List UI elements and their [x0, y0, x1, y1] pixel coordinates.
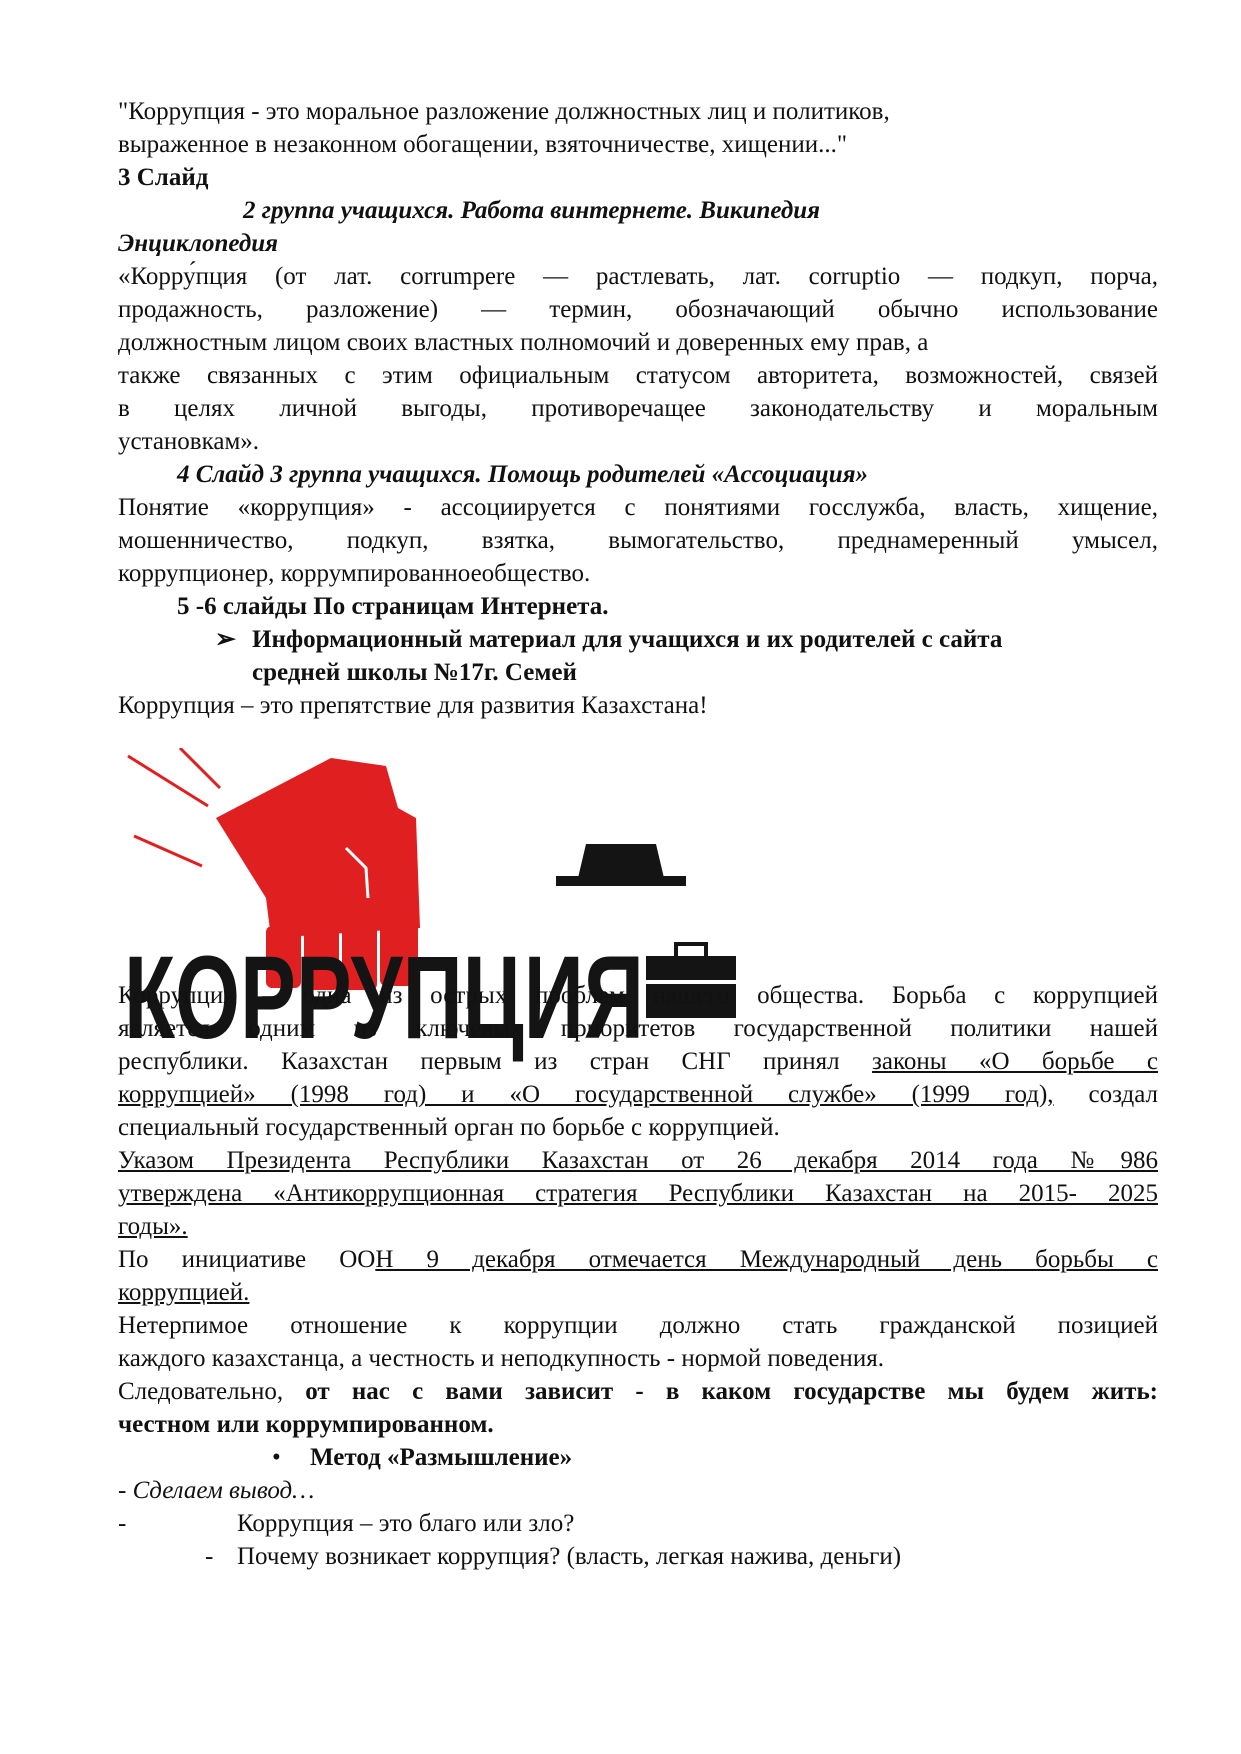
quote-line-1: "Коррупция - это моральное разложение должностных лиц и политиков,: [118, 98, 890, 125]
slide3-heading: 3 Слайд: [118, 164, 209, 191]
un-line-2[interactable]: коррупцией.: [118, 1279, 250, 1306]
p1-line-3-text: республики. Казахстан первым из стран СНГ принял: [118, 1048, 873, 1075]
definition-line-3: должностным лицом своих властных полномочий и доверенных ему прав, а: [118, 329, 929, 356]
definition-line-4: также связанных с этим официальным статусом авторитета, возможностей, связей: [118, 362, 1158, 389]
conclusion-line-1: [118, 1375, 1158, 1408]
question-2-dash: -: [205, 1543, 214, 1570]
p1-line-1: Коррупция – одна из острых проблем нашего общества. Борьба с коррупцией: [118, 982, 1158, 1009]
definition-line-6: установкам».: [118, 428, 260, 455]
question-1: Коррупция – это благо или зло?: [237, 1510, 575, 1537]
method-title: Метод «Размышление»: [310, 1444, 573, 1471]
question-2: Почему возникает коррупция? (власть, легкая нажива, деньги): [237, 1543, 902, 1570]
slide4-title: 3 группа учащихся. Помощь родителей «Ассоциация»: [264, 461, 869, 488]
assoc-line-1: Понятие «коррупция» - ассоциируется с понятиями госслужба, власть, хищение,: [118, 494, 1158, 521]
slide4-number: 4 Слайд: [177, 461, 265, 488]
definition-line-1: «Корру́пция (от лат. corrumpere — растлевать, лат. corruptio — подкуп, порча,: [118, 263, 1158, 290]
p1-line-5: специальный государственный орган по борьбе с коррупцией.: [118, 1114, 780, 1141]
conclusion-pre: Следовательно,: [118, 1378, 306, 1405]
bullet-dot-icon: •: [272, 1444, 281, 1471]
laws-link-cont[interactable]: коррупцией» (1998 год) и «О государственной службе» (1999 год),: [118, 1081, 1054, 1108]
p1-line-3: [118, 1045, 1158, 1078]
decree-line-3[interactable]: годы».: [118, 1213, 188, 1240]
laws-link[interactable]: законы «О борьбе с: [872, 1048, 1158, 1075]
slide3-group: 2 группа учащихся. Работа винтернете. Википедия: [243, 197, 821, 224]
un-line-1-text: По инициативе ОО: [118, 1246, 376, 1273]
p1-line-2: является одним из ключевых приоритетов государственной политики нашей: [118, 1015, 1158, 1042]
conclusion-line-2: честном или коррумпированном.: [118, 1411, 494, 1438]
quote-line-2: выраженное в незаконном обогащении, взяточничестве, хищении...": [118, 131, 848, 158]
slide56-heading: 5 -6 слайды По страницам Интернета.: [177, 593, 609, 620]
p1-line-4-text: создал: [1053, 1081, 1159, 1108]
intolerance-line-2: каждого казахстанца, а честность и неподкупность - нормой поведения.: [118, 1345, 884, 1372]
decree-line-1[interactable]: Указом Президента Республики Казахстан от 26 декабря 2014 года №986: [118, 1147, 1158, 1174]
assoc-line-2: мошенничество, подкуп, взятка, вымогательство, преднамеренный умысел,: [118, 527, 1158, 554]
conclusion-bold-1: от нас с вами зависит - в каком государстве мы будем жить:: [305, 1378, 1158, 1405]
question-1-dash: -: [118, 1510, 127, 1537]
assoc-line-3: коррупционер, коррумпированноеобщество.: [118, 560, 591, 587]
un-line-1: [118, 1243, 1158, 1276]
slide4-heading: [177, 458, 1217, 491]
logo-word: КОРРУПЦИЯ: [124, 932, 644, 1064]
slide3-encyclopedia: Энциклопедия: [118, 230, 279, 257]
definition-line-5: в целях личной выгоды, противоречащее законодательству и моральным: [118, 395, 1158, 422]
p1-line-4: [118, 1078, 1158, 1111]
method-conclusion: - Сделаем вывод…: [118, 1477, 315, 1504]
info-material-line-1: Информационный материал для учащихся и их родителей с сайта: [252, 626, 1003, 653]
tagline: Коррупция – это препятствие для развития Казахстана!: [118, 692, 708, 719]
decree-line-2[interactable]: утверждена «Антикоррупционная стратегия Республики Казахстан на 2015- 2025: [118, 1180, 1158, 1207]
definition-line-2: продажность, разложение) — термин, обозначающий обычно использование: [118, 296, 1158, 323]
intolerance-line-1: Нетерпимое отношение к коррупции должно стать гражданской позицией: [118, 1312, 1158, 1339]
un-link[interactable]: Н 9 декабря отмечается Международный день борьбы с: [375, 1246, 1158, 1273]
info-material-line-2: средней школы №17г. Семей: [252, 659, 577, 686]
bullet-arrow-icon: ➢: [215, 626, 236, 653]
